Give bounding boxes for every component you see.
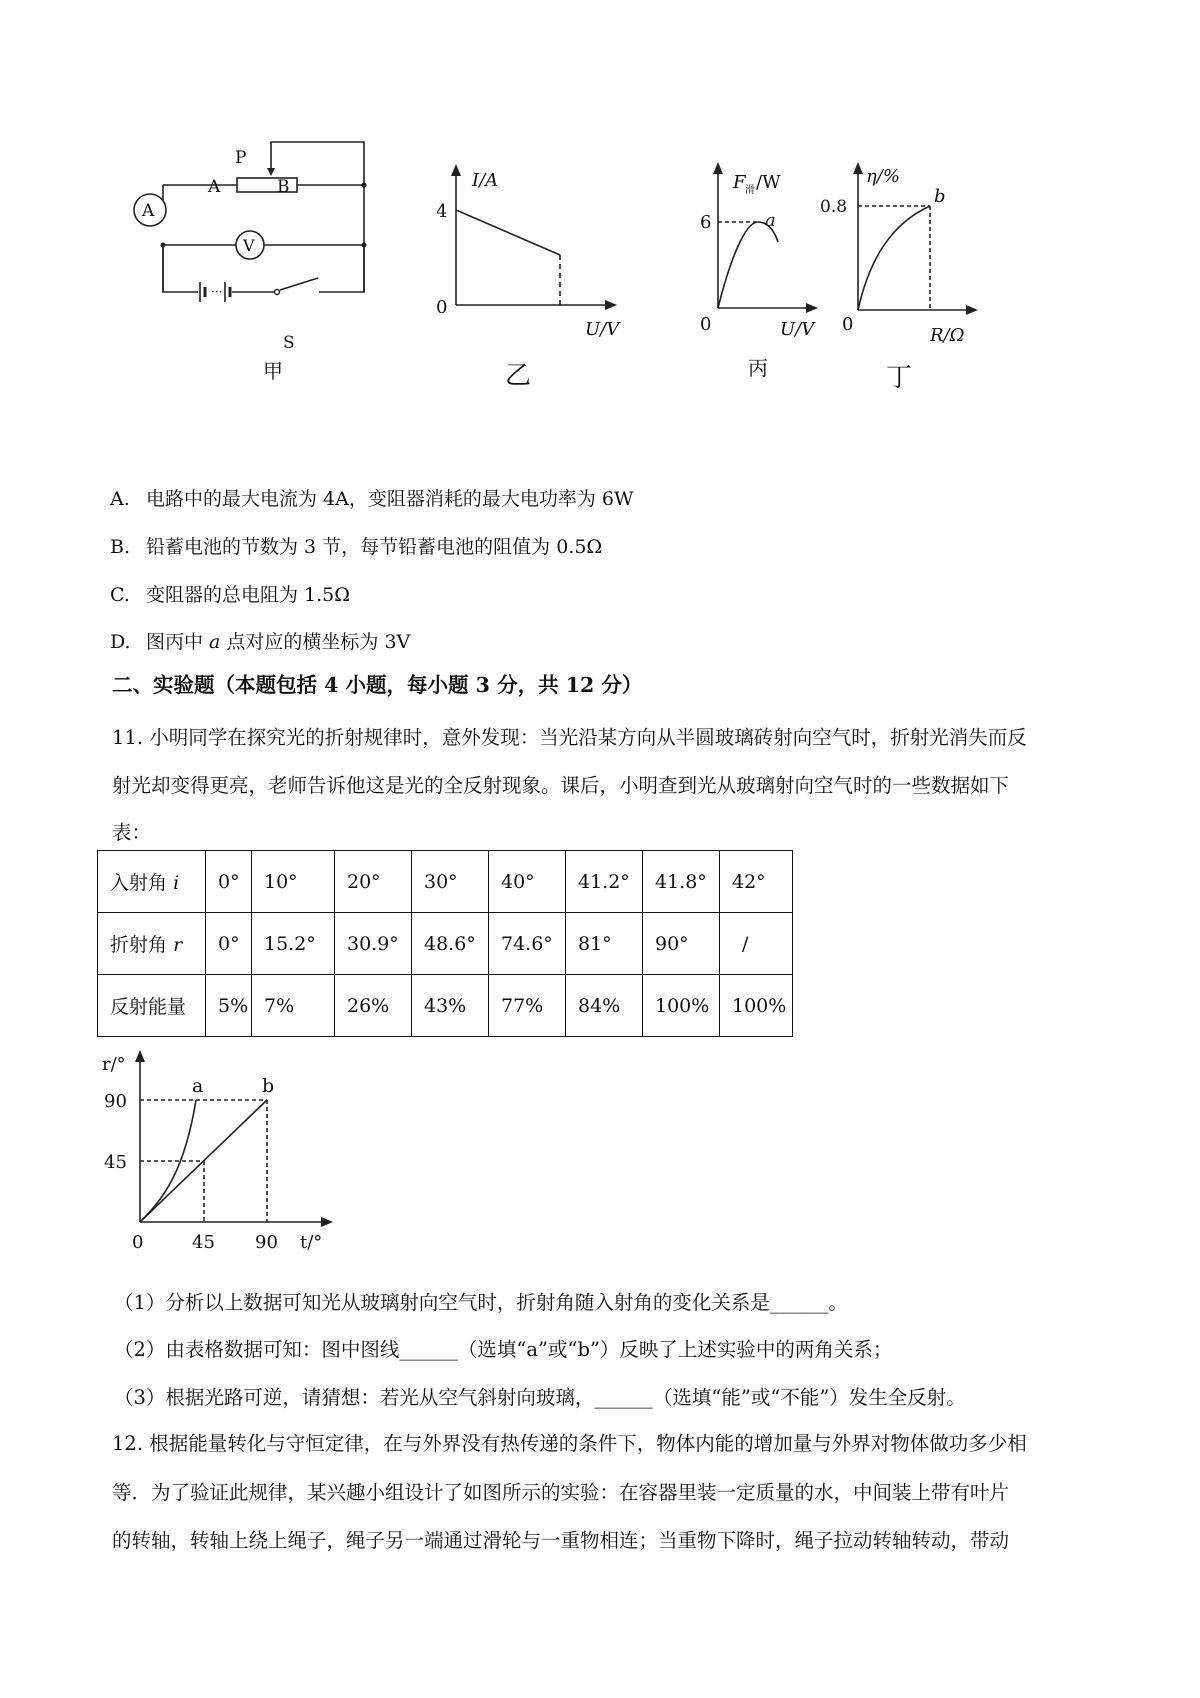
option-a — [110, 484, 634, 511]
graph-bing-point: a — [765, 210, 776, 231]
table-cell: 100% — [720, 975, 793, 1037]
table-cell: 48.6° — [412, 913, 489, 975]
graph-bing — [690, 160, 820, 350]
label-b: B — [277, 177, 290, 197]
graph-bing-ylabel-main: F — [733, 172, 746, 193]
q11-line-2: 射光却变得更亮，老师告诉他这是光的全反射现象。课后，小明查到光从玻璃射向空气时的一些数据如下 — [112, 774, 1010, 797]
table-row — [98, 851, 793, 913]
section-heading: 二、实验题（本题包括 4 小题，每小题 3 分，共 12 分） — [112, 673, 643, 697]
graph-r-t-ylabel: r/° — [102, 1054, 126, 1075]
option-b-text: 铅蓄电池的节数为 3 节，每节铅蓄电池的阻值为 0.5Ω — [146, 536, 603, 558]
q12-line-1: 12. 根据能量转化与守恒定律，在与外界没有热传递的条件下，物体内能的增加量与外界对物体做功多少相 — [112, 1432, 1027, 1455]
option-c — [110, 580, 350, 607]
graph-bing-xlabel: U/V — [780, 319, 815, 340]
table-row-header — [98, 851, 206, 913]
table-cell: 74.6° — [489, 913, 566, 975]
table-cell: 5% — [206, 975, 252, 1037]
option-b-key: B. — [110, 536, 131, 558]
graph-ding-xlabel: R/Ω — [930, 325, 965, 346]
graph-r-t-ytick-90: 90 — [104, 1091, 127, 1112]
table-cell: 40° — [489, 851, 566, 913]
graph-bing-ylabel-unit: /W — [756, 172, 781, 193]
table-cell: 0° — [206, 851, 252, 913]
caption-bing: 丙 — [748, 356, 768, 380]
battery-dots: ··· — [211, 285, 223, 299]
table-cell: 43% — [412, 975, 489, 1037]
table-row — [98, 975, 793, 1037]
graph-yi-ylabel: I/A — [472, 170, 499, 191]
option-a-key: A. — [110, 488, 130, 510]
q11-sub-1: （1）分析以上数据可知光从玻璃射向空气时，折射角随入射角的变化关系是______。 — [114, 1291, 848, 1314]
table-cell: 84% — [566, 975, 643, 1037]
table-cell: 41.2° — [566, 851, 643, 913]
q11-sub-3: （3）根据光路可逆，请猜想：若光从空气斜射向玻璃，______（选填“能”或“不能”）发生全反射。 — [114, 1386, 966, 1409]
table-cell: 0° — [206, 913, 252, 975]
table-cell: 30° — [412, 851, 489, 913]
graph-yi-xlabel: U/V — [585, 319, 620, 340]
option-d-italic: a — [209, 631, 221, 653]
graph-ding-point: b — [934, 186, 946, 207]
table-row-symbol: r — [173, 934, 183, 956]
graph-bing-ylabel-sub: 滑 — [745, 185, 755, 196]
graph-r-t-xtick-45: 45 — [192, 1232, 215, 1253]
graph-r-t-xlabel: t/° — [300, 1232, 323, 1253]
graph-r-t-label-a: a — [192, 1075, 204, 1097]
graph-yi — [420, 160, 630, 350]
table-row-header — [98, 975, 206, 1037]
table-cell: 30.9° — [335, 913, 412, 975]
label-p: P — [235, 148, 247, 168]
voltmeter-label: V — [243, 236, 255, 255]
table-cell: 15.2° — [252, 913, 335, 975]
option-b — [110, 532, 602, 559]
option-d — [110, 627, 410, 654]
table-cell: 26% — [335, 975, 412, 1037]
q11-sub-2: （2）由表格数据可知：图中图线______（选填“a”或“b”）反映了上述实验中的两角关系； — [114, 1338, 893, 1361]
graph-yi-origin: 0 — [436, 297, 448, 318]
table-row-symbol: i — [173, 872, 180, 894]
option-d-key: D. — [110, 631, 131, 653]
q12-line-2: 等．为了验证此规律，某兴趣小组设计了如图所示的实验：在容器里装一定质量的水，中间装上带有叶片 — [112, 1481, 1010, 1504]
table-row-label: 反射能量 — [110, 996, 187, 1018]
refraction-table — [97, 850, 793, 1037]
option-d-pre: 图丙中 — [146, 631, 210, 653]
caption-yi: 乙 — [505, 361, 532, 391]
table-cell: 7% — [252, 975, 335, 1037]
caption-ding: 丁 — [886, 363, 913, 393]
table-cell: 81° — [566, 913, 643, 975]
table-row-header — [98, 913, 206, 975]
table-cell: 90° — [643, 913, 720, 975]
graph-r-t-label-b: b — [262, 1075, 275, 1097]
table-cell: 42° — [720, 851, 793, 913]
q11-line-1: 11. 小明同学在探究光的折射规律时，意外发现：当光沿某方向从半圆玻璃砖射向空气时，折射光消失而反 — [112, 726, 1027, 749]
table-row-label: 折射角 — [110, 934, 168, 956]
table-cell: 20° — [335, 851, 412, 913]
graph-bing-ytick: 6 — [700, 212, 712, 233]
graph-r-t-xtick-90: 90 — [255, 1232, 278, 1253]
table-cell: / — [720, 913, 793, 975]
table-cell: 41.8° — [643, 851, 720, 913]
table-row-label: 入射角 — [110, 872, 168, 894]
table-cell: 77% — [489, 975, 566, 1037]
option-a-text: 电路中的最大电流为 4A，变阻器消耗的最大电功率为 6W — [146, 488, 634, 510]
graph-r-t — [100, 1048, 340, 1258]
switch-label: S — [283, 333, 295, 353]
circuit-diagram-jia — [130, 130, 390, 390]
option-c-text: 变阻器的总电阻为 1.5Ω — [146, 584, 351, 606]
q12-line-3: 的转轴，转轴上绕上绳子，绳子另一端通过滑轮与一重物相连；当重物下降时，绳子拉动转轴转动，带动 — [112, 1529, 1010, 1552]
option-c-key: C. — [110, 584, 130, 606]
graph-ding-ylabel: η/% — [866, 166, 900, 187]
table-cell: 10° — [252, 851, 335, 913]
table-cell: 100% — [643, 975, 720, 1037]
graph-bing-origin: 0 — [700, 314, 712, 335]
option-d-post: 点对应的横坐标为 3V — [220, 631, 411, 653]
graph-ding-ytick: 0.8 — [820, 197, 848, 217]
table-row — [98, 913, 793, 975]
graph-bing-curve — [718, 222, 778, 308]
q11-line-3: 表： — [112, 821, 152, 844]
graph-ding-origin: 0 — [842, 314, 854, 335]
graph-r-t-origin: 0 — [132, 1232, 144, 1253]
graph-r-t-ytick-45: 45 — [104, 1152, 127, 1173]
caption-jia: 甲 — [263, 359, 283, 383]
label-a: A — [208, 177, 221, 197]
graph-yi-line — [456, 210, 560, 255]
graph-ding — [820, 160, 980, 350]
graph-yi-ytick: 4 — [436, 201, 448, 222]
graph-ding-curve — [858, 206, 930, 310]
ammeter-label: A — [142, 201, 155, 221]
